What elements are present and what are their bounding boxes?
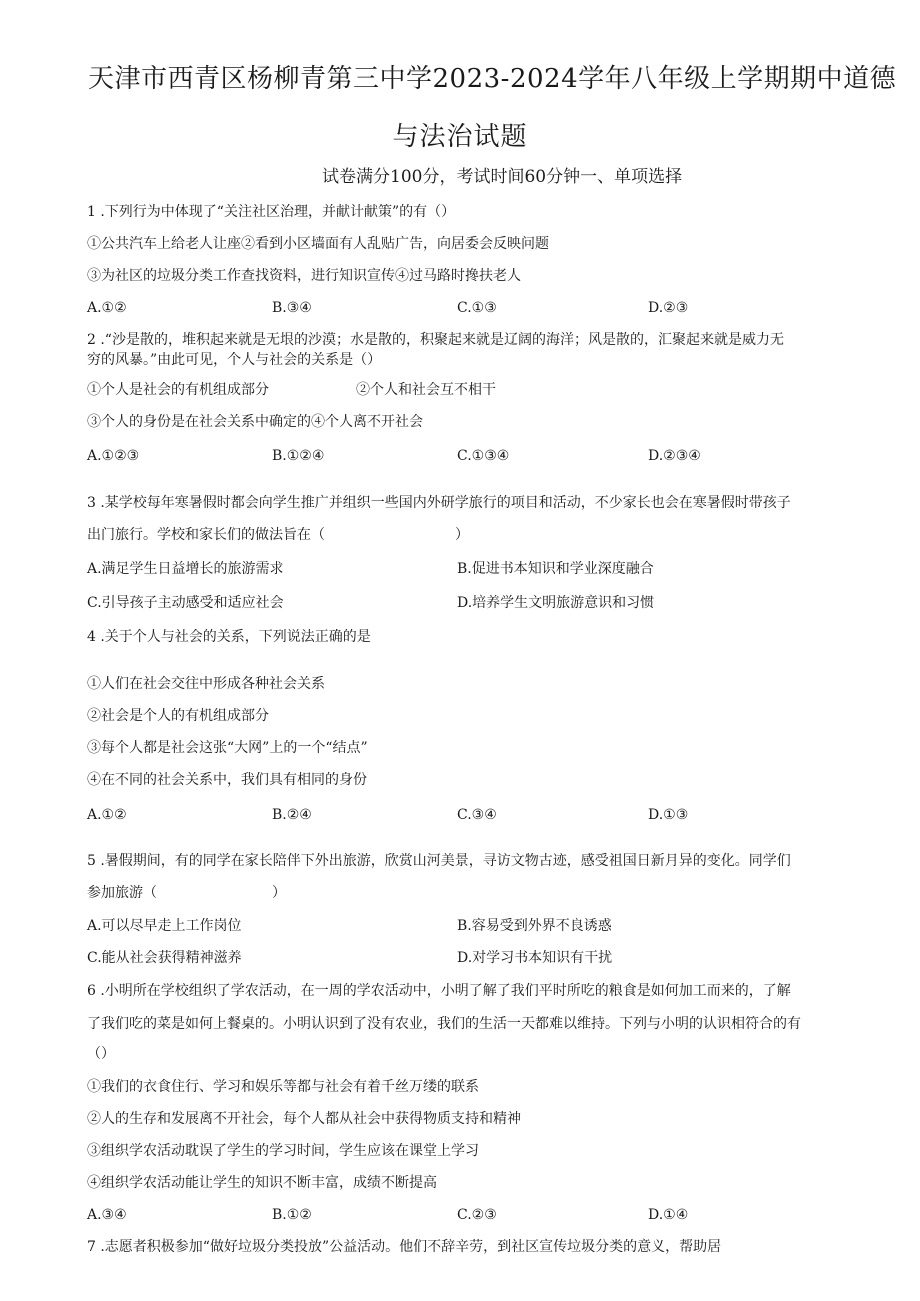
question-6-item: ③组织学农活动耽误了学生的学习时间，学生应该在课堂上学习 xyxy=(87,1143,479,1159)
question-2-stem-cont: 穷的风暴。”由此可见，个人与社会的关系是（） xyxy=(87,352,382,368)
question-4-option-c: C.③④ xyxy=(457,807,497,823)
question-4-item: ③每个人都是社会这张“大网”上的一个“结点” xyxy=(87,740,368,756)
question-1-option-a: A.①② xyxy=(87,300,127,316)
question-1-option-d: D.②③ xyxy=(648,300,689,316)
question-5-option-a: A.可以尽早走上工作岗位 xyxy=(87,918,242,934)
question-2-stem: 2 .“沙是散的，堆积起来就是无垠的沙漠；水是散的，积聚起来就是辽阔的海洋；风是散的，汇聚起来就是威力无 xyxy=(87,332,784,348)
question-3-stem: 3 .某学校每年寒暑假时都会向学生推广并组织一些国内外研学旅行的项目和活动，不少家长也会在寒暑假时带孩子 xyxy=(87,495,791,511)
question-6-stem: 6 .小明所在学校组织了学农活动，在一周的学农活动中，小明了解了我们平时所吃的粮食是如何加工而来的，了解 xyxy=(87,983,791,999)
question-6-option-a: A.③④ xyxy=(87,1207,127,1223)
question-2-item: ②个人和社会互不相干 xyxy=(356,382,496,398)
question-6-item: ①我们的衣食住行、学习和娱乐等都与社会有着千丝万缕的联系 xyxy=(87,1079,479,1095)
question-1-option-b: B.③④ xyxy=(272,300,312,316)
question-3-blank-close: ） xyxy=(455,527,469,543)
question-1-item: ①公共汽车上给老人让座②看到小区墙面有人乱贴广告，向居委会反映问题 xyxy=(87,236,549,252)
question-3-option-d: D.培养学生文明旅游意识和习惯 xyxy=(457,595,655,611)
question-2-option-c: C.①③④ xyxy=(457,448,510,464)
question-3-option-b: B.促进书本知识和学业深度融合 xyxy=(457,561,654,577)
question-5-option-c: C.能从社会获得精神滋养 xyxy=(87,950,242,966)
question-6-stem-cont: 了我们吃的菜是如何上餐桌的。小明认识到了没有农业，我们的生活一天都难以维持。下列与小明的认识相符合的有 xyxy=(87,1016,801,1032)
question-6-stem-cont: （） xyxy=(87,1046,115,1062)
question-4-item: ①人们在社会交往中形成各种社会关系 xyxy=(87,676,325,692)
question-5-option-b: B.容易受到外界不良诱惑 xyxy=(457,918,612,934)
question-1-stem: 1 .下列行为中体现了“关注社区治理，并献计献策”的有（） xyxy=(87,204,456,220)
question-6-option-b: B.①② xyxy=(272,1207,312,1223)
question-5-stem-cont: 参加旅游（ xyxy=(87,885,157,901)
exam-title-line1: 天津市西青区杨柳青第三中学2023-2024学年八年级上学期期中道德 xyxy=(88,64,897,94)
question-4-stem: 4 .关于个人与社会的关系，下列说法正确的是 xyxy=(87,629,371,645)
exam-title-line2: 与法治试题 xyxy=(392,122,528,152)
exam-subtitle: 试卷满分100分，考试时间60分钟一、单项选择 xyxy=(322,167,683,187)
question-5-stem: 5 .暑假期间，有的同学在家长陪伴下外出旅游，欣赏山河美景，寻访文物古迹，感受祖国日新月异的变化。同学们 xyxy=(87,853,791,869)
question-2-option-a: A.①②③ xyxy=(87,448,140,464)
question-6-option-d: D.①④ xyxy=(648,1207,689,1223)
question-3-option-a: A.满足学生日益增长的旅游需求 xyxy=(87,561,284,577)
question-2-item: ①个人是社会的有机组成部分 xyxy=(87,382,269,398)
question-2-option-b: B.①②④ xyxy=(272,448,325,464)
question-5-option-d: D.对学习书本知识有干扰 xyxy=(457,950,613,966)
question-3-option-c: C.引导孩子主动感受和适应社会 xyxy=(87,595,284,611)
question-4-option-a: A.①② xyxy=(87,807,127,823)
question-4-item: ②社会是个人的有机组成部分 xyxy=(87,708,269,724)
question-2-item: ③个人的身份是在社会关系中确定的④个人离不开社会 xyxy=(87,414,423,430)
question-2-option-d: D.②③④ xyxy=(648,448,701,464)
question-3-stem-cont: 出门旅行。学校和家长们的做法旨在（ xyxy=(87,527,325,543)
question-4-option-b: B.②④ xyxy=(272,807,312,823)
question-4-option-d: D.①③ xyxy=(648,807,689,823)
question-6-item: ②人的生存和发展离不开社会，每个人都从社会中获得物质支持和精神 xyxy=(87,1111,521,1127)
question-6-option-c: C.②③ xyxy=(457,1207,497,1223)
question-5-blank-close: ） xyxy=(272,885,286,901)
question-4-item: ④在不同的社会关系中，我们具有相同的身份 xyxy=(87,772,367,788)
question-1-option-c: C.①③ xyxy=(457,300,497,316)
question-6-item: ④组织学农活动能让学生的知识不断丰富，成绩不断提高 xyxy=(87,1175,437,1191)
question-1-item: ③为社区的垃圾分类工作查找资料，进行知识宣传④过马路时搀扶老人 xyxy=(87,268,521,284)
question-7-stem: 7 .志愿者积极参加“做好垃圾分类投放”公益活动。他们不辞辛劳，到社区宣传垃圾分类的意义，帮助居 xyxy=(87,1239,722,1255)
